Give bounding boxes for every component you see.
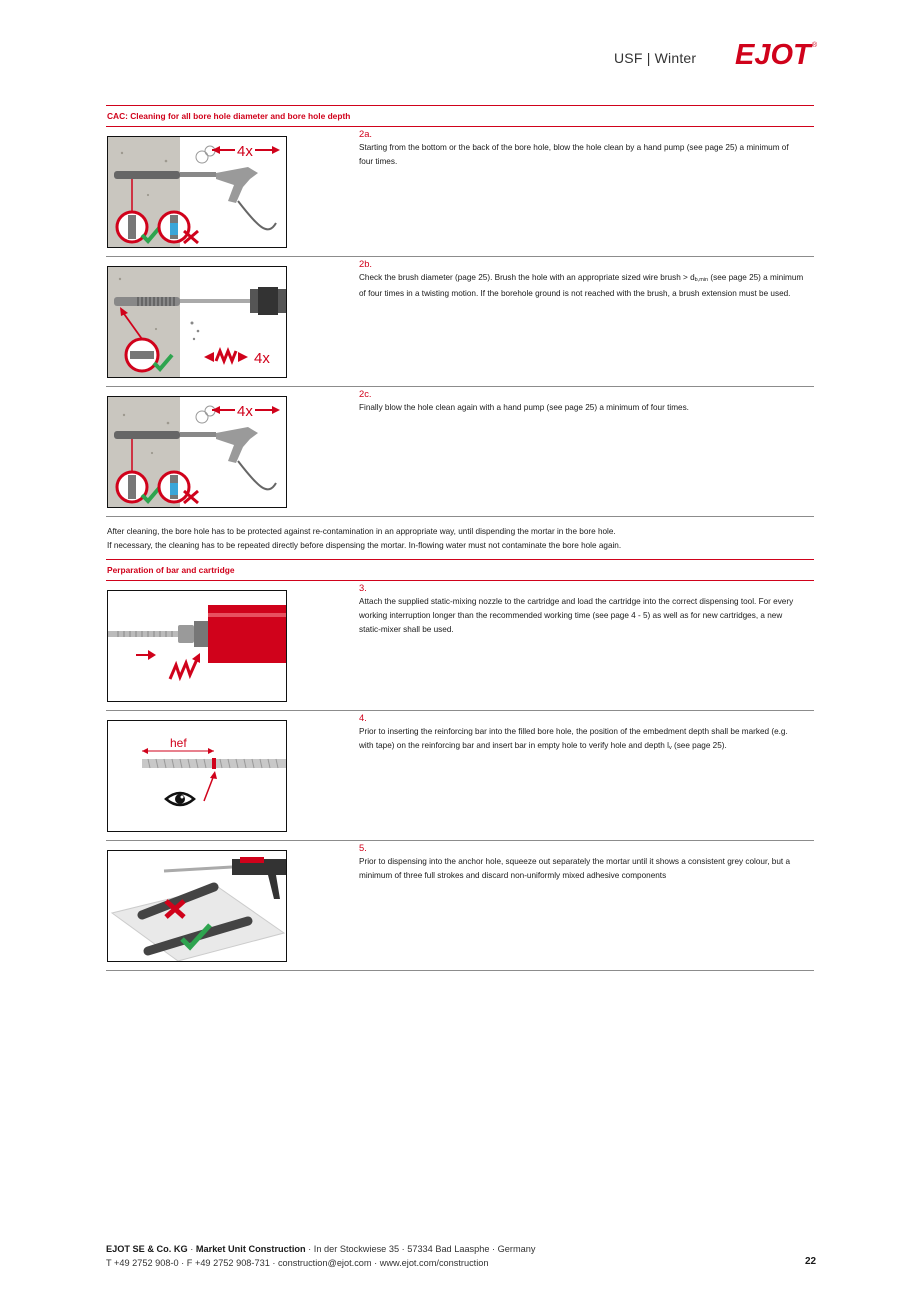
step-instruction: Attach the supplied static-mixing nozzle to the cartridge and load the cartridge into the correct dispensing tool. For every working interruption longer than the recommended working time (see page 4 - 5) as well as for new cartridges, a new static-mixer shall be used. — [359, 597, 794, 634]
step-divider — [106, 710, 814, 711]
svg-text:4x: 4x — [237, 143, 253, 160]
blow-out-illustration — [107, 396, 287, 508]
rebar-marking-illustration — [107, 720, 287, 832]
svg-text:®: ® — [812, 42, 818, 49]
footer-address: EJOT SE & Co. KG · Market Unit Construction · In der Stockwiese 35 · 57334 Bad Laasphe · Germany — [106, 1244, 536, 1254]
note-line: After cleaning, the bore hole has to be protected against re-contamination in an appropriate way, until dispending the mortar in the bore hole. — [107, 527, 616, 536]
section-rule-top — [106, 105, 814, 106]
section-rule-bottom — [106, 580, 814, 581]
svg-text:hef: hef — [170, 736, 187, 750]
step-divider — [106, 840, 814, 841]
step-2c — [106, 388, 814, 516]
svg-text:EJOT: EJOT — [735, 39, 811, 70]
section-heading-cleaning: CAC: Cleaning for all bore hole diameter and bore hole depth — [107, 111, 351, 121]
cleaning-note — [107, 525, 817, 553]
step-2b — [106, 258, 814, 386]
step-number: 2c. — [359, 388, 372, 399]
svg-text:4x: 4x — [254, 350, 270, 367]
section-heading-preparation: Perparation of bar and cartridge — [107, 565, 235, 575]
page-number: 22 — [805, 1256, 817, 1267]
svg-text:4x: 4x — [237, 403, 253, 420]
step-number: 4. — [359, 712, 367, 723]
step-divider — [106, 970, 814, 971]
step-instruction: Prior to dispensing into the anchor hole, squeeze out separately the mortar until it shows a consistent grey colour, but a minimum of three full strokes and discard non-uniformly mixed adhesive components — [359, 857, 790, 880]
step-3 — [106, 582, 814, 710]
footer-contact: T +49 2752 908-0 · F +49 2752 908-731 · construction@ejot.com · www.ejot.com/construction — [106, 1258, 489, 1268]
footer — [106, 1242, 535, 1270]
blow-out-illustration — [107, 136, 287, 248]
step-5 — [106, 842, 814, 970]
section-rule-bottom — [106, 126, 814, 127]
step-number: 3. — [359, 582, 367, 593]
cartridge-illustration — [107, 590, 287, 702]
step-divider — [106, 256, 814, 257]
step-instruction: Finally blow the hole clean again with a hand pump (see page 25) a minimum of four times. — [359, 403, 689, 412]
step-divider — [106, 386, 814, 387]
step-2a — [106, 128, 814, 256]
ejot-logo — [734, 36, 820, 70]
document-title: USF | Winter — [614, 50, 697, 66]
mortar-discard-illustration — [107, 850, 287, 962]
step-divider — [106, 516, 814, 517]
section-rule-top — [106, 559, 814, 560]
step-instruction: Starting from the bottom or the back of the bore hole, blow the hole clean by a hand pump (see page 25) a minimum of four times. — [359, 143, 789, 166]
step-number: 2b. — [359, 258, 373, 269]
step-instruction: Prior to inserting the reinforcing bar into the filled bore hole, the position of the embedment depth shall be marked (e.g. with tape) on the reinforcing bar and insert bar in empty hole to verify hole and depth $l_v$ (see page 25). — [359, 727, 788, 751]
brush-illustration — [107, 266, 287, 378]
note-line: If necessary, the cleaning has to be repeated directly before dispensing the mortar. In-flowing water must not contaminate the bore hole again. — [107, 541, 622, 550]
step-4 — [106, 712, 814, 840]
step-number: 5. — [359, 842, 367, 853]
step-number: 2a. — [359, 128, 373, 139]
step-instruction: Check the brush diameter (page 25). Brush the hole with an appropriate sized wire brush > $d_{b,min}$ (see page 25) a minimum of four times in a twisting motion. If the borehole ground is not reached with the brush, a brush extension must be used. — [359, 273, 804, 298]
